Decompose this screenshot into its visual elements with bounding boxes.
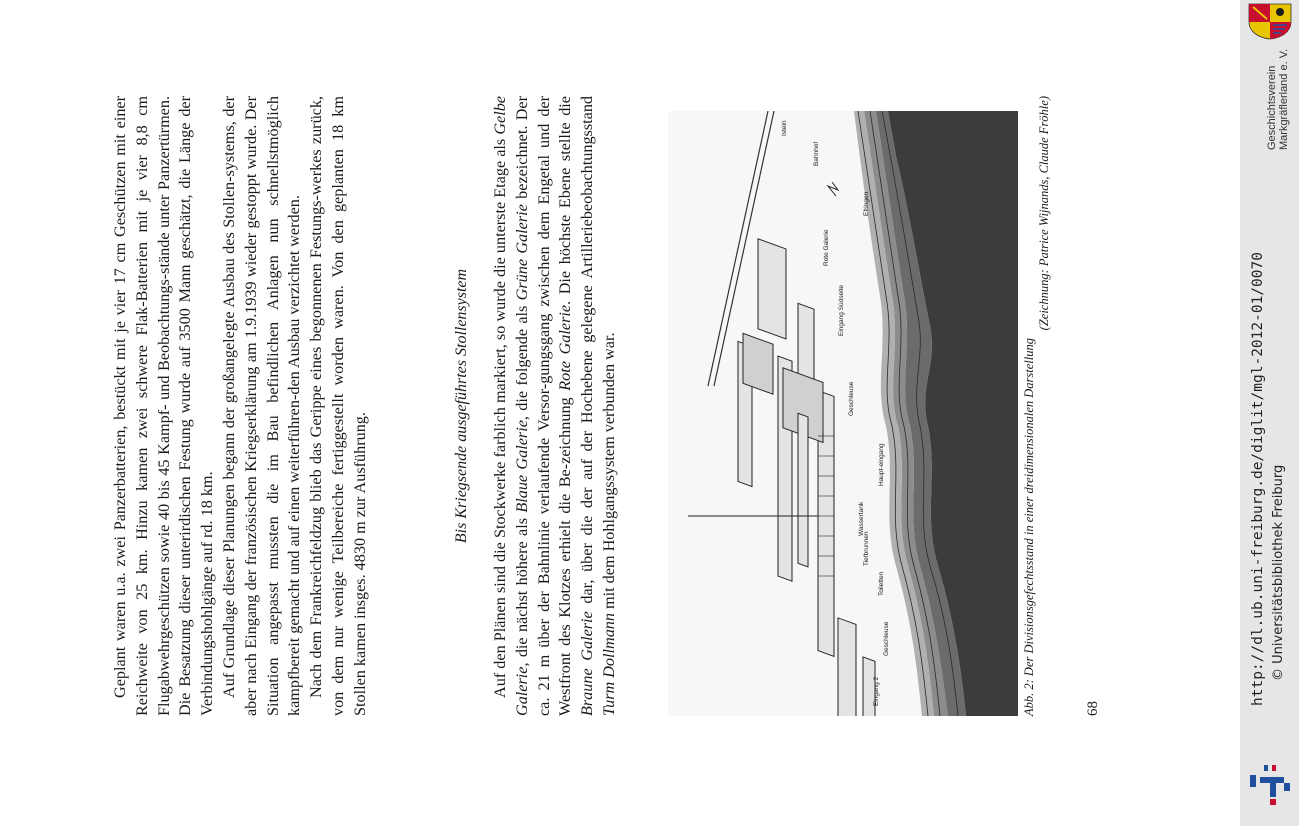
paragraph: Geplant waren u.a. zwei Panzerbatterien, bestückt mit je vier 17 cm Geschützen mit einer Reichweite von 25 km. Hinzu kamen zwei schwere Flak-Batterien mit je vier 8,8 cm Flugabwehrgeschützen sowie 40 bis 45 Kampf- und Beobachtungs-stände unter Panzertürmen. Die Besatzung dieser unterirdischen Festung wurde auf 3500 Mann geschätzt, die Länge der Verbindungshohlgänge auf rd. 18 km. <box>111 96 217 716</box>
society-name: Geschichtsverein <box>1266 65 1278 150</box>
figure-caption <box>1022 96 1052 716</box>
caption-line: Abb. 2: Der Divisionsgefechtsstand in einer dreidimensionalen Darstellung <box>1022 338 1036 716</box>
text-block-top <box>110 96 372 716</box>
fig-label: Rote Galerie <box>823 229 830 266</box>
university-library-logo-icon <box>1248 763 1294 809</box>
viewer-sidebar <box>1240 0 1299 826</box>
fig-label: Istein <box>781 120 788 136</box>
fig-label: Eingang 2 <box>873 676 880 706</box>
caption-credit: (Zeichnung: Patrice Wijnands, Claude Fröhle) <box>1037 96 1051 331</box>
paragraph: Nach dem Frankreichfeldzug blieb das Gerippe eines begonnenen Festungs-werkes zurück, von dem nur wenige Teilbereiche fertiggestellt worden waren. Von den geplanten 18 km Stollen kamen insges. 4830 m zur Ausführung. <box>307 96 369 716</box>
fig-label: Toiletten <box>878 571 885 596</box>
fig-label: Eingang Südseite <box>838 285 845 336</box>
page-number: 68 <box>1085 701 1101 716</box>
fortress-3d-drawing <box>668 111 1018 716</box>
paragraph: Auf Grundlage dieser Planungen begann der großangelegte Ausbau des Stollen-systems, der aber nach Eingang der französischen Kriegserklärung am 1.9.1939 wieder gestoppt wurde. Der Situation angepasst mussten die im Bau befindlichen Anlagen nun schnellstmöglich kampfbereit gemacht und auf einen weiterführen-den Ausbau verzichtet werden. <box>219 96 304 716</box>
permalink-url[interactable]: http://dl.ub.uni-freiburg.de/diglit/mgl-2012-01/0070 <box>1250 252 1266 706</box>
fig-label: Haupt-eingang <box>878 443 885 486</box>
copyright-notice: © Universitätsbibliothek Freiburg <box>1271 464 1286 681</box>
fig-label: Bahnhof <box>813 141 820 166</box>
fig-label: Wassertank <box>858 501 865 536</box>
figure-drawing <box>668 111 1018 716</box>
fig-label: Geschleuse <box>848 381 855 416</box>
coat-of-arms-icon <box>1245 2 1295 40</box>
text-block-bottom <box>490 96 621 716</box>
fig-label: Efringen <box>863 191 870 216</box>
sidebar-rotated-text <box>1240 0 1299 826</box>
paragraph: Auf den Plänen sind die Stockwerke farblich markiert, so wurde die unterste Etage als Gelbe Galerie, die nächst höhere als Blaue Galerie, die folgende als Grüne Galerie bezeichnet. Der ca. 21 m über der Bahnlinie verlaufende Versor-gungsgang zwischen dem Engetal und der Westfront des Klotzes erhielt die Be-zeichnung Rote Galerie. Die höchste Ebene stellte die Braune Galerie dar, über die der auf der Hochebene gelegene Artilleriebeobachtungsstand Turm Dollmann mit dem Hohlgangssystem verbunden war. <box>491 95 618 716</box>
society-name: Markgräflerland e. V. <box>1278 48 1290 150</box>
section-heading: Bis Kriegsende ausgeführtes Stollensystem <box>453 268 470 544</box>
fig-label: Geschleuse <box>883 621 890 656</box>
rotated-page-content <box>110 56 1110 716</box>
fig-label: Tiefbrunnen <box>863 531 870 566</box>
